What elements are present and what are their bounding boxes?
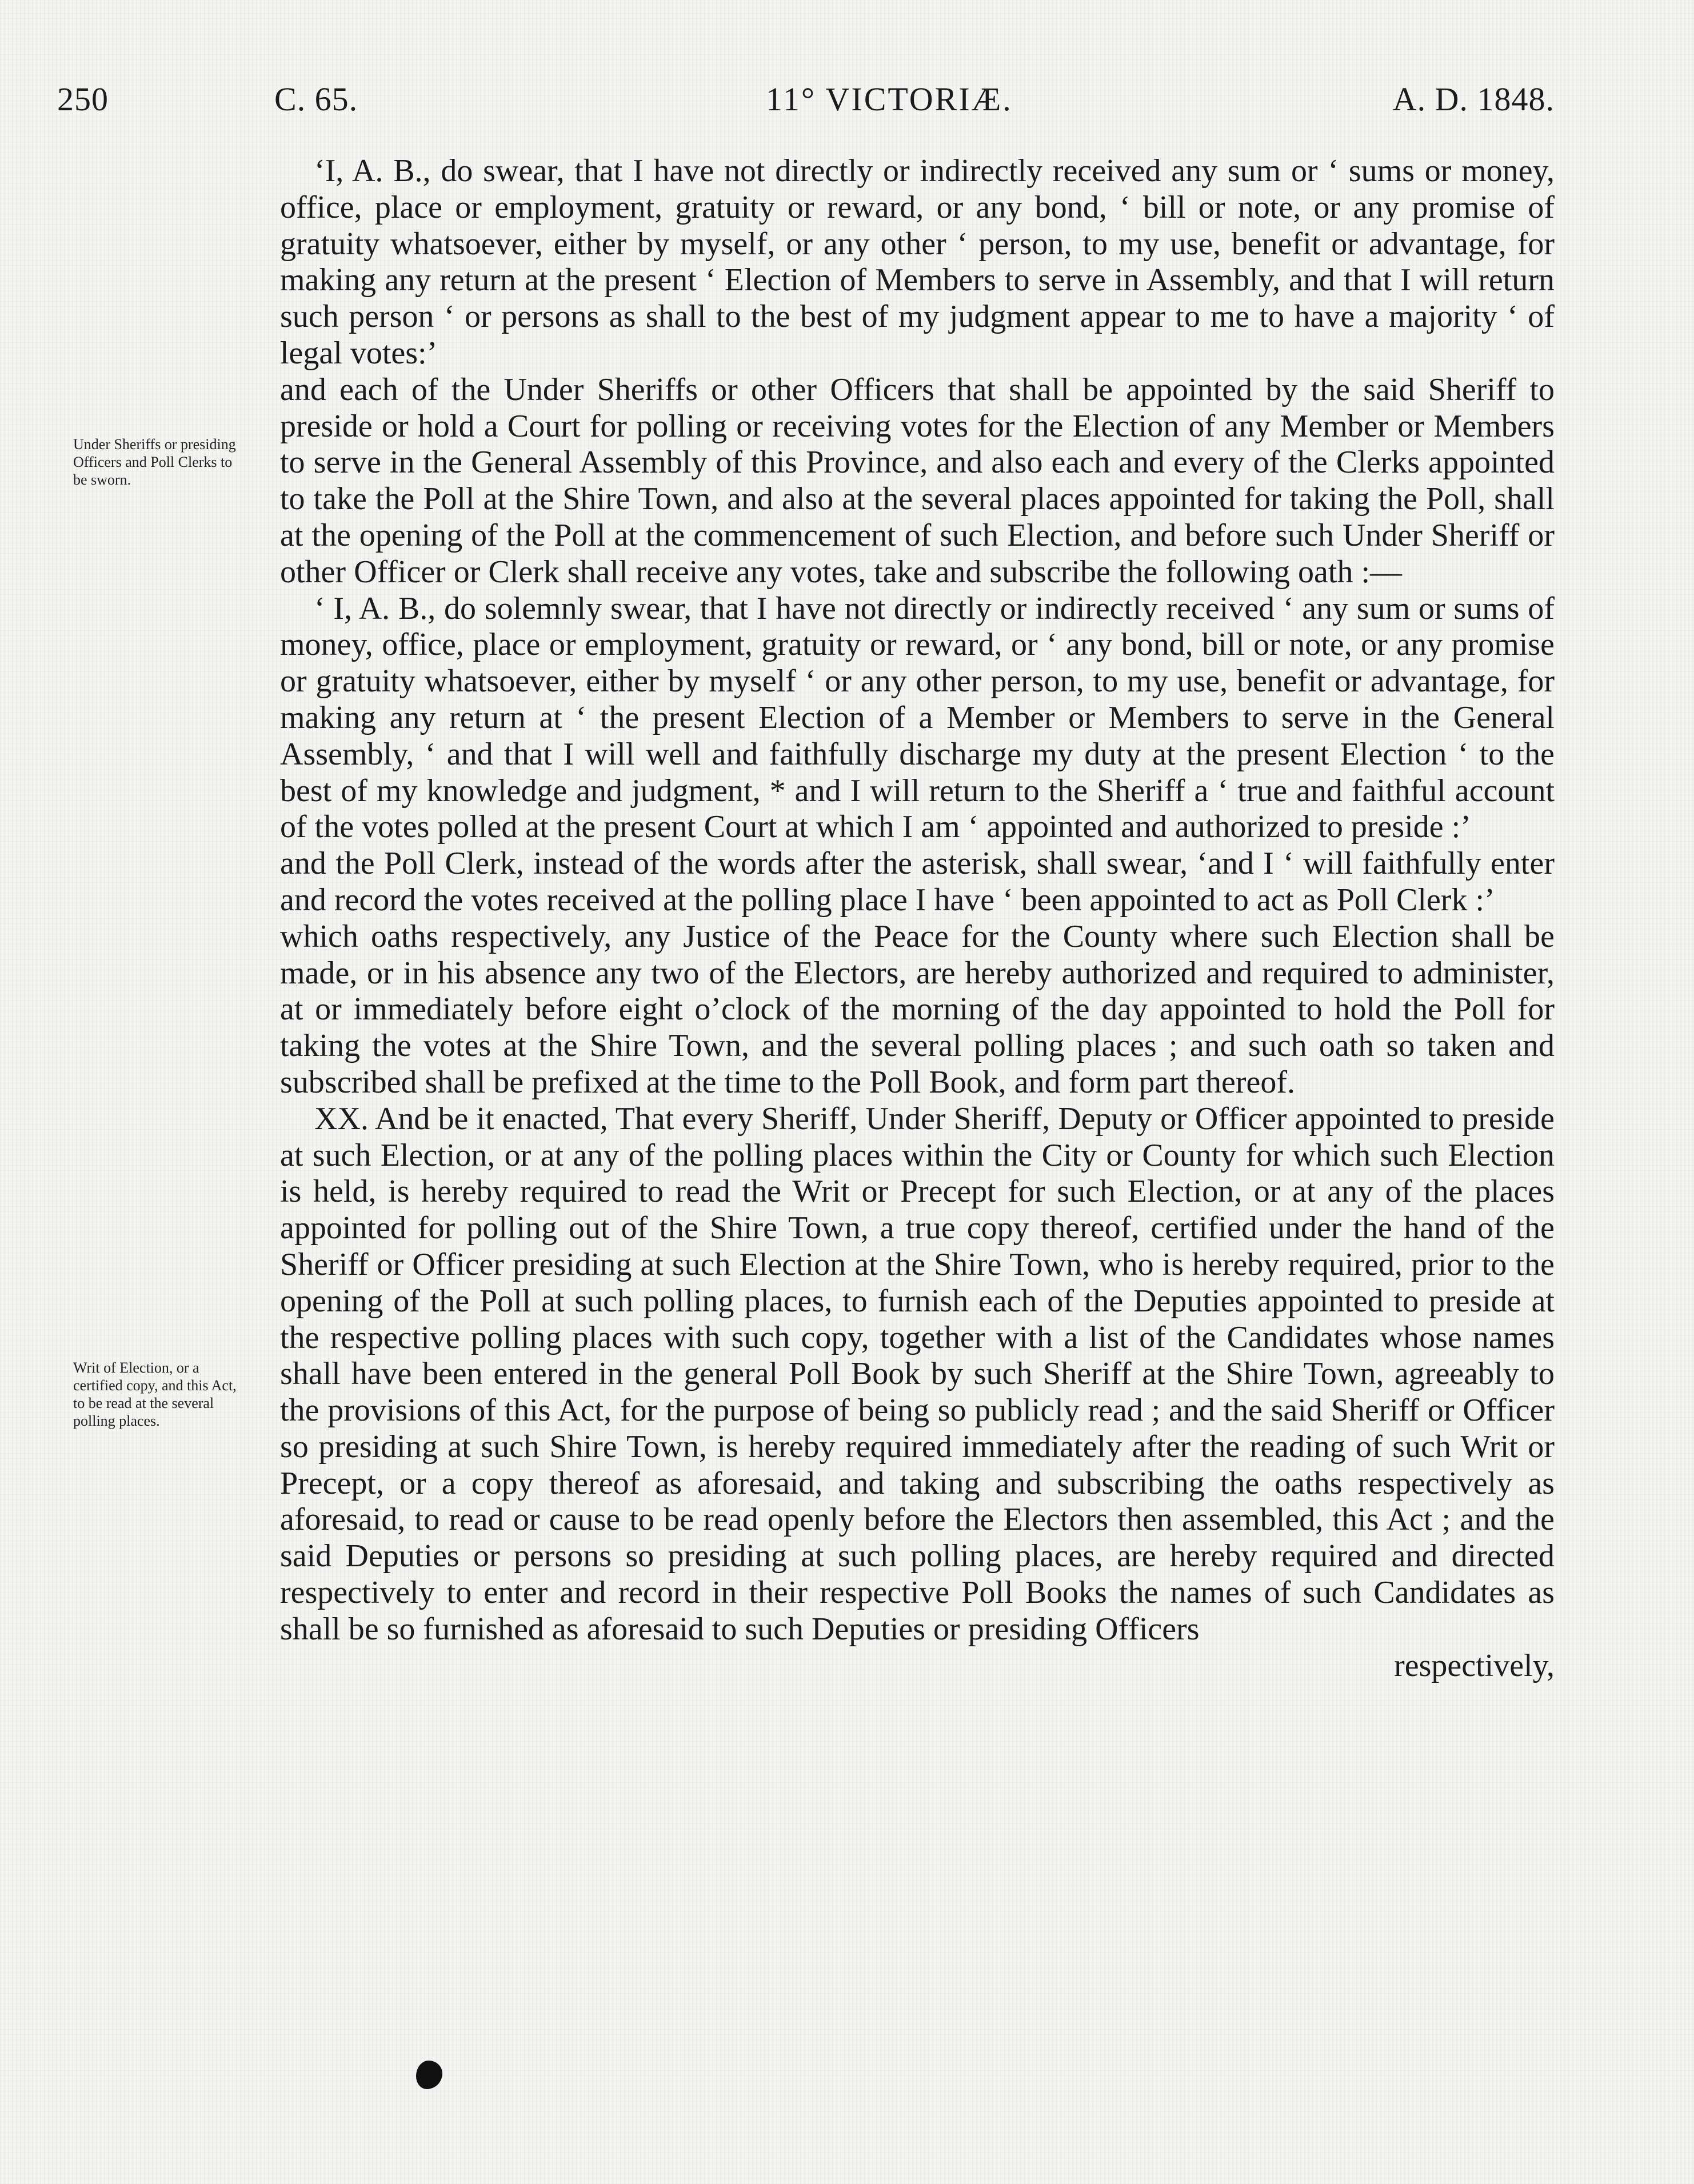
ink-blot-mark: [416, 2061, 442, 2089]
margin-note-writ: Writ of Election, or a certified copy, and this Act, to be read at the several polling places.: [73, 1359, 237, 1429]
regnal-year: 11° VICTORIÆ.: [766, 81, 1013, 118]
paragraph-under-sheriffs: and each of the Under Sheriffs or other Officers that shall be appointed by the said Sheriff to preside or hold a Court for polling or receiving votes for the Election of any Member or Members to serve in the General Assembly of this Province, and also each and every of the Clerks appointed to take the Poll at the Shire Town, and also at the several places appointed for taking the Poll, shall at the opening of the Poll at the commencement of such Election, and before such Under Sheriff or other Officer or Clerk shall receive any votes, take and subscribe the following oath :—: [280, 371, 1555, 590]
running-header: [57, 80, 1555, 131]
margin-note-sworn: Under Sheriffs or presiding Officers and Poll Clerks to be sworn.: [73, 436, 236, 488]
oath-returning-officer: ‘I, A. B., do swear, that I have not directly or indirectly received any sum or ‘ sums or money, office, place or employment, gratuity or reward, or any bond, ‘ bill or note, or any promise of gratuity whatsoever, either by myself, or any other ‘ person, to my use, benefit or advantage, for making any return at the present ‘ Election of Members to serve in Assembly, and that I will return such person ‘ or persons as shall to the best of my judgment appear to me to have a majority ‘ of legal votes:’: [280, 153, 1555, 371]
page-number: 250: [57, 81, 109, 118]
paragraph-administration: which oaths respectively, any Justice of the Peace for the County where such Election shall be made, or in his absence any two of the Electors, are hereby authorized and required to administer, at or immediately before eight o’clock of the morning of the day appointed to hold the Poll for taking the votes at the Shire Town, and the several polling places ; and such oath so taken and subscribed shall be prefixed at the time to the Poll Book, and form part thereof.: [280, 918, 1555, 1100]
chapter-number: C. 65.: [274, 81, 358, 118]
calendar-year: A. D. 1848.: [1392, 81, 1555, 118]
section-xx: XX. And be it enacted, That every Sheriff, Under Sheriff, Deputy or Officer appointed to preside at such Election, or at any of the polling places within the City or County for which such Election is held, is hereby required to read the Writ or Precept for such Election, or at any of the places appointed for polling out of the Shire Town, a true copy thereof, certified under the hand of the Sheriff or Officer presiding at such Election at the Shire Town, who is hereby required, prior to the opening of the Poll at such polling places, to furnish each of the Deputies appointed to preside at the respective polling places with such copy, together with a list of the Candidates whose names shall have been entered in the general Poll Book by such Sheriff at the Shire Town, agreeably to the provisions of this Act, for the purpose of being so publicly read ; and the said Sheriff or Officer so presiding at such Shire Town, is hereby required immediately after the reading of such Writ or Precept, or a copy thereof as aforesaid, and taking and subscribing the oaths respectively as aforesaid, to read or cause to be read openly before the Electors then assembled, this Act ; and the said Deputies or persons so presiding at such polling places, are hereby required and directed respectively to enter and record in their respective Poll Books the names of such Candidates as shall be so furnished as aforesaid to such Deputies or presiding Officers: [280, 1101, 1555, 1647]
oath-presiding-officer: ‘ I, A. B., do solemnly swear, that I have not directly or indirectly received ‘ any sum or sums of money, office, place or employment, gratuity or reward, or ‘ any bond, bill or note, or any promise or gratuity whatsoever, either by myself ‘ or any other person, to my use, benefit or advantage, for making any return at ‘ the present Election of a Member or Members to serve in the General Assembly, ‘ and that I will well and faithfully discharge my duty at the present Election ‘ to the best of my knowledge and judgment, * and I will return to the Sheriff a ‘ true and faithful account of the votes polled at the present Court at which I am ‘ appointed and authorized to preside :’: [280, 590, 1555, 845]
paragraph-poll-clerk: and the Poll Clerk, instead of the words after the asterisk, shall swear, ‘and I ‘ will faithfully enter and record the votes received at the polling place I have ‘ been appointed to act as Poll Clerk :’: [280, 846, 1555, 918]
statute-body: [280, 153, 1555, 1684]
catchword: respectively,: [1394, 1647, 1555, 1683]
